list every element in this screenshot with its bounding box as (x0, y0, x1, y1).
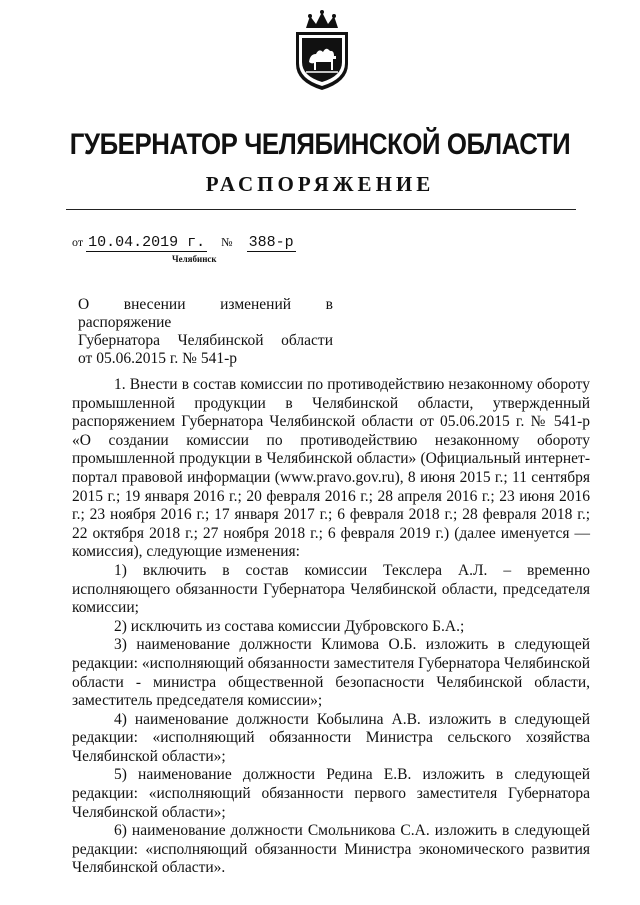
document-title: ГУБЕРНАТОР ЧЕЛЯБИНСКОЙ ОБЛАСТИ (69, 128, 571, 161)
paragraph: 1. Внести в состав комиссии по противодействию незаконному обороту промышленной продукции в Челябинской области, утвержденный распоряжением Губернатора Челябинской области от 05.06.2015 г. № 541-р «О создании комиссии по противодействию незаконному обороту промышленной продукции в Челябинской области» (Официальный интернет-портал правовой информации (www.pravo.gov.ru), 8 июня 2015 г.; 11 сентября 2015 г.; 19 января 2016 г.; 20 февраля 2016 г.; 28 апреля 2016 г.; 23 июня 2016 г.; 23 ноября 2016 г.; 17 января 2017 г.; 6 февраля 2018 г.; 28 февраля 2018 г.; 22 октября 2018 г.; 27 ноября 2018 г.; 6 февраля 2019 г.) (далее именуется — комиссия), следующие изменения: (72, 376, 590, 561)
paragraph: 1) включить в состав комиссии Текслера А.Л. – временно исполняющего обязанности Губернатора Челябинской области, председателя комиссии; (72, 561, 590, 617)
paragraph: 2) исключить из состава комиссии Дубровского Б.А.; (114, 617, 465, 635)
header-divider (66, 209, 576, 210)
city-label: Челябинск (172, 254, 217, 264)
chelyabinsk-coat-of-arms-emblem (292, 10, 352, 92)
dateline (72, 234, 296, 251)
subject-line: О внесении изменений в распоряжение (78, 296, 333, 331)
document-type: РАСПОРЯЖЕНИЕ (205, 172, 435, 196)
number-prefix: № (221, 235, 233, 249)
paragraph: 5) наименование должности Редина Е.В. изложить в следующей редакции: «исполняющий обязанности первого заместителя Губернатора Челябинской области»; (72, 766, 590, 821)
subject-block (78, 296, 333, 368)
subject-line: от 05.06.2015 г. № 541-р (78, 350, 238, 367)
document-date: 10.04.2019 г. (88, 234, 206, 251)
paragraph: 4) наименование должности Кобылина А.В. изложить в следующей редакции: «исполняющий обязанности Министра сельского хозяйства Челябинской области»; (72, 710, 590, 765)
from-prefix: от (72, 235, 84, 249)
document-body (72, 376, 590, 878)
subject-line: Губернатора Челябинской области (78, 332, 333, 349)
paragraph: 3) наименование должности Климова О.Б. изложить в следующей редакции: «исполняющий обязанности заместителя Губернатора Челябинской области - министра общественной безопасности Челябинской области, заместитель председателя комиссии»; (72, 636, 590, 710)
paragraph: 6) наименование должности Смольникова С.А. изложить в следующей редакции: «исполняющий обязанности Министра экономического развития Челябинской области». (72, 822, 590, 877)
document-number: 388-р (248, 234, 294, 251)
